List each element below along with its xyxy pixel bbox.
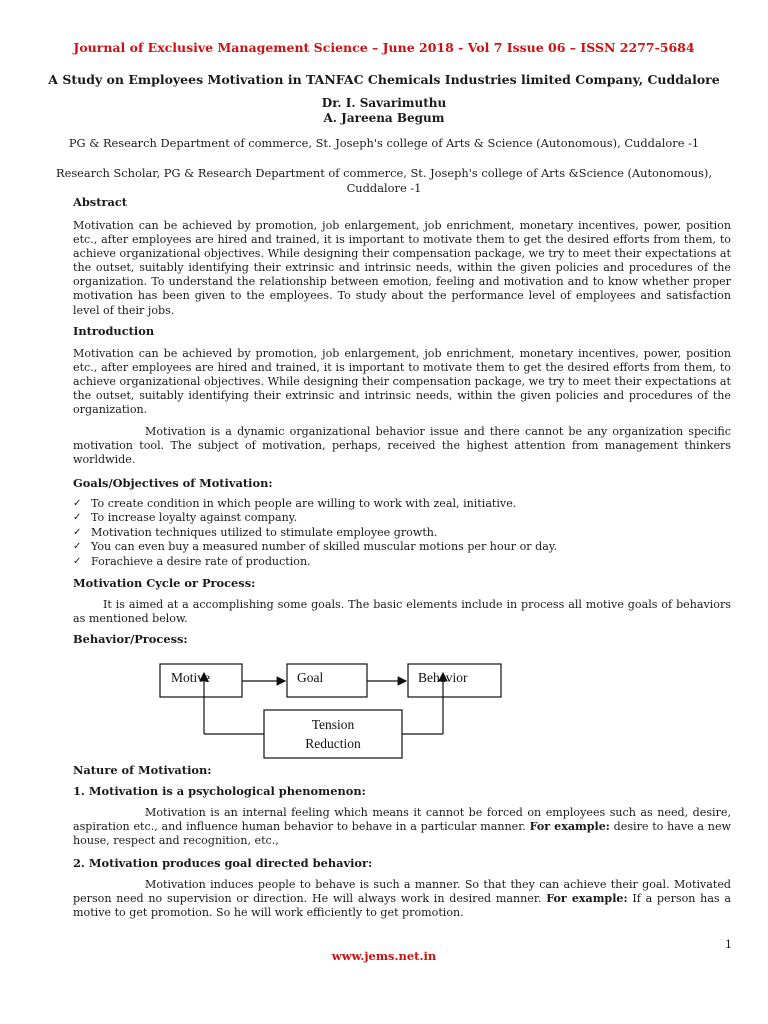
- introduction-paragraph-2: Motivation is a dynamic organizational behavior issue and there cannot be any organization specific motivation tool. The subject of motivation, perhaps, received the highest attention from management thinkers worldwide.: [73, 425, 731, 467]
- affiliation-2: Research Scholar, PG & Research Department of commerce, St. Joseph's college of Arts &Science (Autonomous), Cuddalore -1: [56, 166, 712, 195]
- goal-label: Goal: [297, 670, 324, 685]
- nature-heading: Nature of Motivation:: [73, 763, 212, 777]
- check-icon: ✓: [73, 526, 82, 538]
- reduction-label: Reduction: [305, 736, 361, 751]
- paper-title: A Study on Employees Motivation in TANFAC Chemicals Industries limited Company, Cuddalore: [48, 72, 720, 87]
- list-item: ✓ To increase loyalty against company.: [73, 511, 298, 525]
- introduction-heading: Introduction: [73, 324, 155, 338]
- nature-subheading-1: 1. Motivation is a psychological phenomenon:: [73, 784, 366, 798]
- check-icon: ✓: [73, 512, 82, 524]
- motive-label: Motive: [171, 670, 210, 685]
- goals-heading: Goals/Objectives of Motivation:: [73, 476, 273, 490]
- nature-paragraph-2: Motivation induces people to behave is such a manner. So that they can achieve their goal. Motivated person need no supervision or direction. He will always work in desired manner. For example: If a person has a motive to get promotion. So he will work efficiently to get promotion.: [73, 878, 731, 920]
- cycle-heading: Motivation Cycle or Process:: [73, 576, 256, 590]
- nature-paragraph-1: Motivation is an internal feeling which means it cannot be forced on employees such as need, desire, aspiration etc., and influence human behavior to behave in a particular manner. For example: desire to have a new house, respect and recognition, etc.,: [73, 806, 732, 848]
- abstract-heading: Abstract: [73, 195, 128, 209]
- journal-header: Journal of Exclusive Management Science – June 2018 - Vol 7 Issue 06 – ISSN 2277-5684: [73, 40, 695, 55]
- list-item: ✓ You can even buy a measured number of skilled muscular motions per hour or day.: [73, 540, 558, 554]
- list-item: ✓ To create condition in which people are willing to work with zeal, initiative.: [73, 497, 517, 510]
- nature-subheading-2: 2. Motivation produces goal directed behavior:: [73, 856, 373, 870]
- footer-url[interactable]: www.jems.net.in: [331, 949, 437, 963]
- tension-label: Tension: [311, 717, 355, 732]
- goals-list: [73, 497, 733, 569]
- behavior-label: Behavior: [418, 670, 468, 685]
- author-primary: Dr. I. Savarimuthu: [321, 96, 447, 110]
- check-icon: ✓: [73, 555, 82, 567]
- cycle-text: It is aimed at a accomplishing some goals. The basic elements include in process all motive goals of behaviors as mentioned below.: [73, 598, 731, 626]
- author-secondary: A. Jareena Begum: [323, 111, 445, 125]
- list-item: ✓ Forachieve a desire rate of production.: [73, 554, 311, 568]
- abstract-text: Motivation can be achieved by promotion, job enlargement, job enrichment, monetary incentives, power, position etc., after employees are hired and trained, it is important to motivate them to get the desired efforts from them, to achieve organizational objectives. While designing their compensation package, we try to meet their expectations at the outset, suitably identifying their extrinsic and intrinsic needs, within the given policies and procedures of the organization. To understand the relationship between emotion, feeling and motivation and to know whether proper motivation has been given to the employees. To study about the performance level of employees and satisfaction level of their jobs.: [73, 219, 731, 317]
- check-icon: ✓: [73, 541, 82, 553]
- list-item: ✓ Motivation techniques utilized to stimulate employee growth.: [73, 525, 438, 539]
- affiliation-1: PG & Research Department of commerce, St. Joseph's college of Arts & Science (Autonomous), Cuddalore -1: [68, 136, 700, 150]
- behavior-heading: Behavior/Process:: [73, 632, 188, 646]
- page-number: 1: [725, 938, 732, 951]
- check-icon: ✓: [73, 498, 82, 509]
- introduction-paragraph-1: Motivation can be achieved by promotion, job enlargement, job enrichment, monetary incentives, power, position etc., after employees are hired and trained, it is important to motivate them to get the desired efforts from them, to achieve organizational objectives. While designing their compensation package, we try to meet their expectations at the outset, suitably identifying their extrinsic and intrinsic needs, within the given policies and procedures of the organization.: [73, 347, 731, 417]
